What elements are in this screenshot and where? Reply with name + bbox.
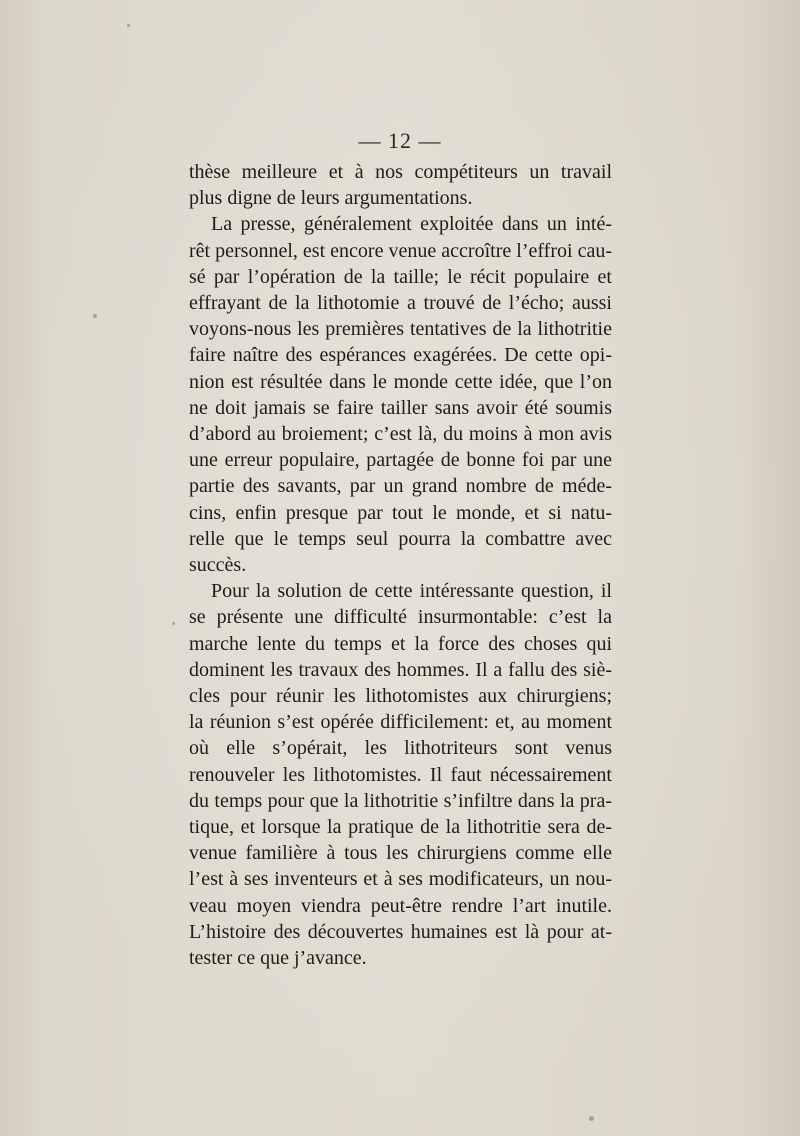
paper-speck <box>93 314 97 318</box>
text-line: cles pour réunir les lithotomistes aux chirurgiens; <box>189 685 612 708</box>
text-line: d’abord au broiement; c’est là, du moins à mon avis <box>189 423 612 446</box>
text-line: veau moyen viendra peut-être rendre l’art inutile. <box>189 894 612 917</box>
text-line: se présente une difficulté insurmontable: c’est la <box>189 606 612 629</box>
text-line: partie des savants, par un grand nombre de méde- <box>189 475 612 498</box>
text-line: une erreur populaire, partagée de bonne foi par une <box>189 449 612 472</box>
text-line: thèse meilleure et à nos compétiteurs un travail <box>189 161 612 183</box>
text-line: ne doit jamais se faire tailler sans avoir été soumis <box>189 396 612 419</box>
text-line: voyons-nous les premières tentatives de la lithotritie <box>189 318 612 341</box>
text-line: cins, enfin presque par tout le monde, et si natu- <box>189 501 612 524</box>
text-line: relle que le temps seul pourra la combattre avec <box>189 527 612 550</box>
text-line: du temps pour que la lithotritie s’infiltre dans la pra- <box>189 789 612 812</box>
text-line: effrayant de la lithotomie a trouvé de l’écho; aussi <box>189 292 612 315</box>
text-line: venue familière à tous les chirurgiens comme elle <box>189 842 612 865</box>
text-line: marche lente du temps et la force des choses qui <box>189 632 612 655</box>
text-line: dominent les travaux des hommes. Il a fallu des siè- <box>189 658 612 681</box>
text-line: tester ce que j’avance. <box>189 947 367 970</box>
text-line: faire naître des espérances exagérées. De cette opi- <box>189 344 612 367</box>
text-line: tique, et lorsque la pratique de la lithotritie sera de- <box>189 816 612 839</box>
text-line: où elle s’opérait, les lithotriteurs sont venus <box>189 737 612 760</box>
text-line: plus digne de leurs argumentations. <box>189 187 473 210</box>
text-line: renouveler les lithotomistes. Il faut nécessairement <box>189 763 612 786</box>
text-line: nion est résultée dans le monde cette idée, que l’on <box>189 370 612 393</box>
paper-speck <box>589 1116 594 1121</box>
page-number: — 12 — <box>358 128 442 153</box>
text-line: sé par l’opération de la taille; le récit populaire et <box>189 265 612 288</box>
text-line: L’histoire des découvertes humaines est là pour at- <box>189 920 612 943</box>
text-line: la réunion s’est opérée difficilement: et, au moment <box>189 711 612 734</box>
body-text <box>189 159 612 971</box>
text-line: rêt personnel, est encore venue accroître l’effroi cau- <box>189 239 612 262</box>
text-line: succès. <box>189 554 247 577</box>
paper-speck <box>127 24 130 27</box>
text-line: Pour la solution de cette intéressante question, il <box>211 580 612 603</box>
text-line: La presse, généralement exploitée dans un inté- <box>211 213 612 236</box>
text-line: l’est à ses inventeurs et à ses modificateurs, un nou- <box>189 868 612 891</box>
paper-speck <box>172 622 175 625</box>
